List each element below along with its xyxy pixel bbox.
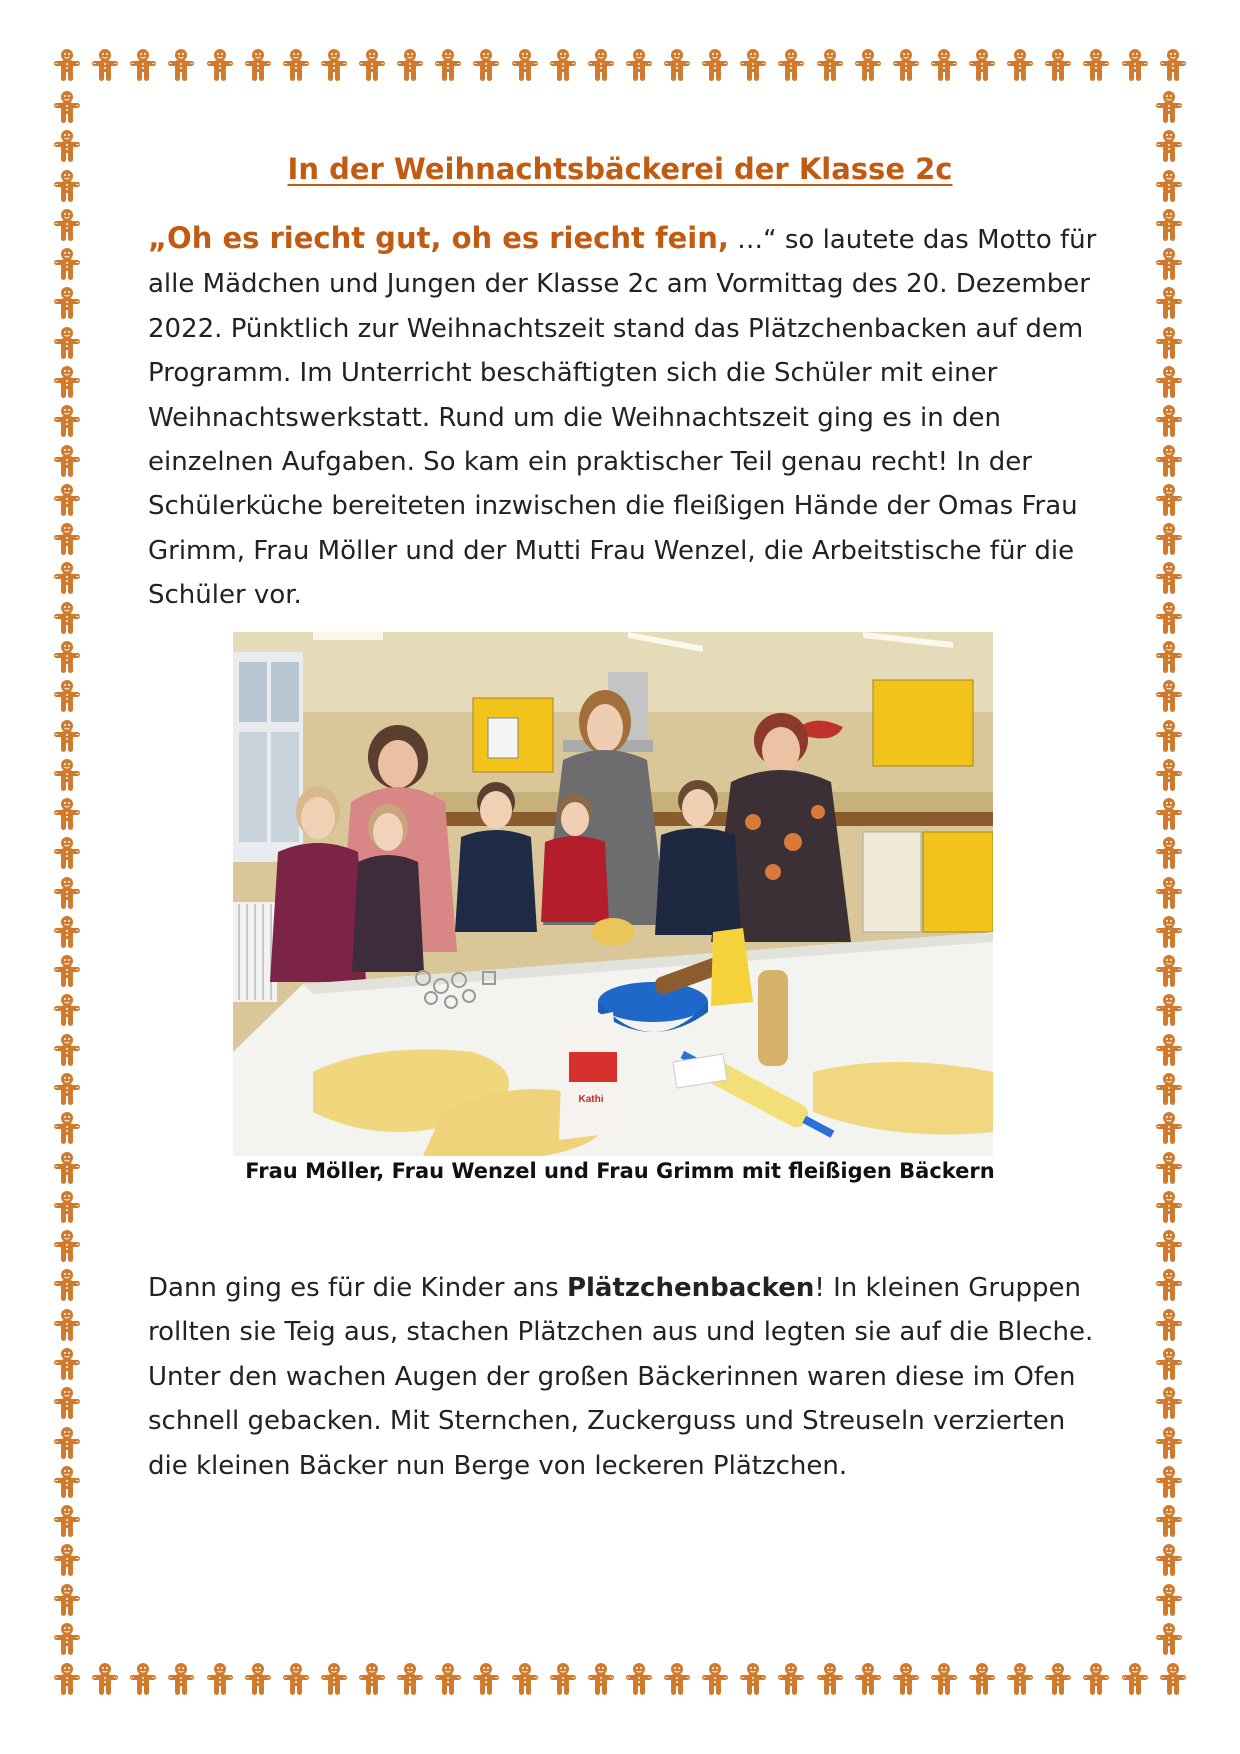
- gingerbread-man-icon: [1154, 1151, 1184, 1185]
- gingerbread-man-icon: [52, 561, 82, 595]
- gingerbread-man-icon: [52, 129, 82, 163]
- gingerbread-man-icon: [52, 1543, 82, 1577]
- gingerbread-man-icon: [891, 1662, 921, 1696]
- gingerbread-man-icon: [510, 48, 540, 82]
- gingerbread-man-icon: [471, 48, 501, 82]
- gingerbread-man-icon: [586, 1662, 616, 1696]
- gingerbread-man-icon: [1154, 640, 1184, 674]
- gingerbread-man-icon: [891, 48, 921, 82]
- gingerbread-man-icon: [738, 48, 768, 82]
- gingerbread-man-icon: [1154, 1543, 1184, 1577]
- gingerbread-man-icon: [52, 993, 82, 1027]
- gingerbread-man-icon: [700, 1662, 730, 1696]
- gingerbread-man-icon: [1154, 679, 1184, 713]
- gingerbread-man-icon: [52, 326, 82, 360]
- gingerbread-man-icon: [52, 1622, 82, 1656]
- gingerbread-man-icon: [243, 48, 273, 82]
- gingerbread-man-icon: [1154, 561, 1184, 595]
- second-text-after: ! In kleinen Gruppen rollten sie Teig aus, stachen Plätzchen aus und legten sie auf die Bleche. Unter den wachen Augen der großen Bäckerinnen waren diese im Ofen schnell gebacken. Mit Sternchen, Zuckerguss und Streuseln verzierten die kleinen Bäcker nun Berge von leckeren Plätzchen.: [148, 1273, 1094, 1481]
- gingerbread-man-icon: [967, 1662, 997, 1696]
- gingerbread-man-icon: [548, 48, 578, 82]
- gingerbread-man-icon: [128, 1662, 158, 1696]
- gingerbread-man-icon: [1154, 758, 1184, 792]
- gingerbread-man-icon: [1081, 1662, 1111, 1696]
- gingerbread-man-icon: [52, 1308, 82, 1342]
- gingerbread-man-icon: [1154, 1426, 1184, 1460]
- gingerbread-man-icon: [738, 1662, 768, 1696]
- gingerbread-man-icon: [52, 915, 82, 949]
- gingerbread-man-icon: [1154, 444, 1184, 478]
- border-left: [52, 90, 86, 1656]
- gingerbread-man-icon: [624, 48, 654, 82]
- gingerbread-man-icon: [52, 522, 82, 556]
- gingerbread-man-icon: [1154, 719, 1184, 753]
- gingerbread-man-icon: [52, 1465, 82, 1499]
- gingerbread-man-icon: [52, 208, 82, 242]
- gingerbread-man-icon: [52, 1386, 82, 1420]
- gingerbread-man-icon: [52, 719, 82, 753]
- gingerbread-man-icon: [1154, 876, 1184, 910]
- gingerbread-man-icon: [52, 836, 82, 870]
- gingerbread-man-icon: [1158, 48, 1188, 82]
- gingerbread-man-icon: [357, 48, 387, 82]
- gingerbread-man-icon: [52, 758, 82, 792]
- gingerbread-man-icon: [52, 1504, 82, 1538]
- border-top: [52, 48, 1188, 82]
- gingerbread-man-icon: [52, 286, 82, 320]
- gingerbread-man-icon: [967, 48, 997, 82]
- gingerbread-man-icon: [1154, 404, 1184, 438]
- gingerbread-man-icon: [52, 1190, 82, 1224]
- gingerbread-man-icon: [1120, 1662, 1150, 1696]
- intro-paragraph: [148, 216, 1108, 618]
- gingerbread-man-icon: [52, 1111, 82, 1145]
- flour-bag-label: Kathi: [578, 1094, 604, 1105]
- gingerbread-man-icon: [52, 444, 82, 478]
- gingerbread-man-icon: [1081, 48, 1111, 82]
- gingerbread-man-icon: [52, 1268, 82, 1302]
- gingerbread-man-icon: [1005, 48, 1035, 82]
- gingerbread-man-icon: [1154, 1072, 1184, 1106]
- gingerbread-man-icon: [52, 1229, 82, 1263]
- gingerbread-man-icon: [52, 954, 82, 988]
- gingerbread-man-icon: [1154, 90, 1184, 124]
- gingerbread-man-icon: [510, 1662, 540, 1696]
- gingerbread-man-icon: [395, 1662, 425, 1696]
- gingerbread-man-icon: [52, 48, 82, 82]
- gingerbread-man-icon: [815, 1662, 845, 1696]
- gingerbread-man-icon: [1043, 48, 1073, 82]
- gingerbread-man-icon: [128, 48, 158, 82]
- gingerbread-man-icon: [52, 876, 82, 910]
- photo-caption: Frau Möller, Frau Wenzel und Frau Grimm mit fleißigen Bäckern: [245, 1159, 995, 1183]
- gingerbread-man-icon: [1158, 1662, 1188, 1696]
- gingerbread-man-icon: [1154, 1386, 1184, 1420]
- gingerbread-man-icon: [548, 1662, 578, 1696]
- gingerbread-man-icon: [1154, 1583, 1184, 1617]
- gingerbread-man-icon: [1154, 915, 1184, 949]
- gingerbread-man-icon: [471, 1662, 501, 1696]
- motto-quote: „Oh es riecht gut, oh es riecht fein,: [148, 221, 729, 255]
- gingerbread-man-icon: [52, 404, 82, 438]
- gingerbread-man-icon: [1154, 797, 1184, 831]
- gingerbread-man-icon: [815, 48, 845, 82]
- second-paragraph: [148, 1266, 1108, 1488]
- gingerbread-man-icon: [776, 1662, 806, 1696]
- gingerbread-man-icon: [1154, 1308, 1184, 1342]
- gingerbread-man-icon: [395, 48, 425, 82]
- gingerbread-man-icon: [1154, 1504, 1184, 1538]
- gingerbread-man-icon: [281, 48, 311, 82]
- gingerbread-man-icon: [52, 90, 82, 124]
- intro-text: …“ so lautete das Motto für alle Mädchen und Jungen der Klasse 2c am Vormittag des 20. Dezember 2022. Pünktlich zur Weihnachtszeit stand das Plätzchenbacken auf dem Programm. Im Unterricht beschäftigten sich die Schüler mit einer Weihnachtswerkstatt. Rund um die Weihnachtszeit ging es in den einzelnen Aufgaben. So kam ein praktischer Teil genau recht! In der Schülerküche bereiteten inzwischen die fleißigen Hände der Omas Frau Grimm, Frau Möller und der Mutti Frau Wenzel, die Arbeitstische für die Schüler vor.: [148, 225, 1097, 611]
- gingerbread-man-icon: [624, 1662, 654, 1696]
- gingerbread-man-icon: [52, 1072, 82, 1106]
- gingerbread-man-icon: [433, 1662, 463, 1696]
- gingerbread-man-icon: [1154, 1622, 1184, 1656]
- gingerbread-man-icon: [700, 48, 730, 82]
- gingerbread-man-icon: [662, 1662, 692, 1696]
- gingerbread-man-icon: [1154, 1347, 1184, 1381]
- gingerbread-man-icon: [1154, 365, 1184, 399]
- gingerbread-man-icon: [52, 601, 82, 635]
- gingerbread-man-icon: [205, 48, 235, 82]
- gingerbread-man-icon: [52, 365, 82, 399]
- gingerbread-man-icon: [1043, 1662, 1073, 1696]
- gingerbread-man-icon: [52, 1583, 82, 1617]
- second-text-bold: Plätzchenbacken: [566, 1273, 815, 1303]
- gingerbread-man-icon: [166, 48, 196, 82]
- gingerbread-man-icon: [243, 1662, 273, 1696]
- gingerbread-man-icon: [1154, 836, 1184, 870]
- gingerbread-man-icon: [662, 48, 692, 82]
- gingerbread-man-icon: [1154, 326, 1184, 360]
- gingerbread-man-icon: [929, 48, 959, 82]
- gingerbread-man-icon: [319, 1662, 349, 1696]
- gingerbread-man-icon: [52, 1151, 82, 1185]
- page-title: In der Weihnachtsbäckerei der Klasse 2c: [287, 152, 953, 186]
- gingerbread-man-icon: [52, 640, 82, 674]
- gingerbread-man-icon: [1154, 1229, 1184, 1263]
- second-text-before: Dann ging es für die Kinder ans: [148, 1273, 567, 1303]
- gingerbread-man-icon: [1120, 48, 1150, 82]
- gingerbread-man-icon: [1154, 1268, 1184, 1302]
- gingerbread-man-icon: [52, 483, 82, 517]
- gingerbread-man-icon: [52, 1033, 82, 1067]
- gingerbread-man-icon: [1154, 1190, 1184, 1224]
- gingerbread-man-icon: [853, 48, 883, 82]
- gingerbread-man-icon: [1154, 169, 1184, 203]
- gingerbread-man-icon: [433, 48, 463, 82]
- gingerbread-man-icon: [1154, 1465, 1184, 1499]
- gingerbread-man-icon: [52, 1347, 82, 1381]
- gingerbread-man-icon: [1154, 601, 1184, 635]
- gingerbread-man-icon: [1154, 483, 1184, 517]
- gingerbread-man-icon: [1154, 1033, 1184, 1067]
- gingerbread-man-icon: [776, 48, 806, 82]
- border-right: [1154, 90, 1188, 1656]
- gingerbread-man-icon: [586, 48, 616, 82]
- gingerbread-man-icon: [1154, 129, 1184, 163]
- gingerbread-man-icon: [1154, 1111, 1184, 1145]
- gingerbread-man-icon: [357, 1662, 387, 1696]
- gingerbread-man-icon: [52, 797, 82, 831]
- gingerbread-man-icon: [52, 247, 82, 281]
- gingerbread-man-icon: [1005, 1662, 1035, 1696]
- gingerbread-man-icon: [166, 1662, 196, 1696]
- gingerbread-man-icon: [1154, 954, 1184, 988]
- gingerbread-man-icon: [929, 1662, 959, 1696]
- gingerbread-man-icon: [90, 48, 120, 82]
- gingerbread-man-icon: [90, 1662, 120, 1696]
- gingerbread-man-icon: [52, 679, 82, 713]
- gingerbread-man-icon: [1154, 993, 1184, 1027]
- gingerbread-man-icon: [1154, 286, 1184, 320]
- gingerbread-man-icon: [281, 1662, 311, 1696]
- gingerbread-man-icon: [1154, 208, 1184, 242]
- gingerbread-man-icon: [52, 1426, 82, 1460]
- gingerbread-man-icon: [1154, 522, 1184, 556]
- gingerbread-man-icon: [319, 48, 349, 82]
- gingerbread-man-icon: [52, 169, 82, 203]
- gingerbread-man-icon: [205, 1662, 235, 1696]
- gingerbread-man-icon: [853, 1662, 883, 1696]
- gingerbread-man-icon: [52, 1662, 82, 1696]
- border-bottom: [52, 1662, 1188, 1696]
- baking-photo: [233, 632, 993, 1156]
- gingerbread-man-icon: [1154, 247, 1184, 281]
